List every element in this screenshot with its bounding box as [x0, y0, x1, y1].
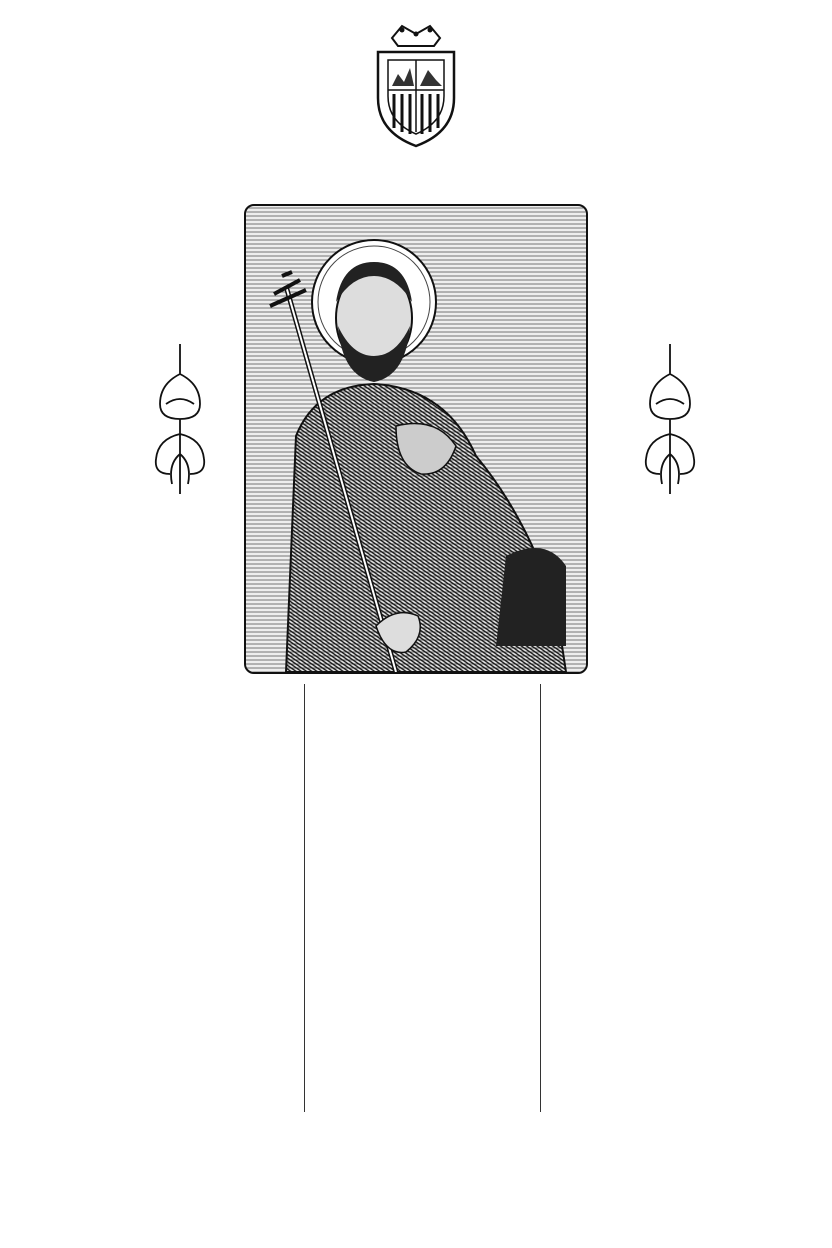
- decorative-border-left: [22, 78, 78, 1164]
- decorative-border-bottom: [22, 1164, 812, 1220]
- saint-portrait-engraving: [244, 204, 588, 674]
- ornamental-flourish-left: [150, 344, 210, 494]
- coat-of-arms-crest: [372, 24, 460, 150]
- column-divider-2: [540, 684, 541, 1112]
- column-divider-1: [304, 684, 305, 1112]
- ornamental-flourish-right: [640, 344, 700, 494]
- decorative-border-right: [756, 78, 812, 1164]
